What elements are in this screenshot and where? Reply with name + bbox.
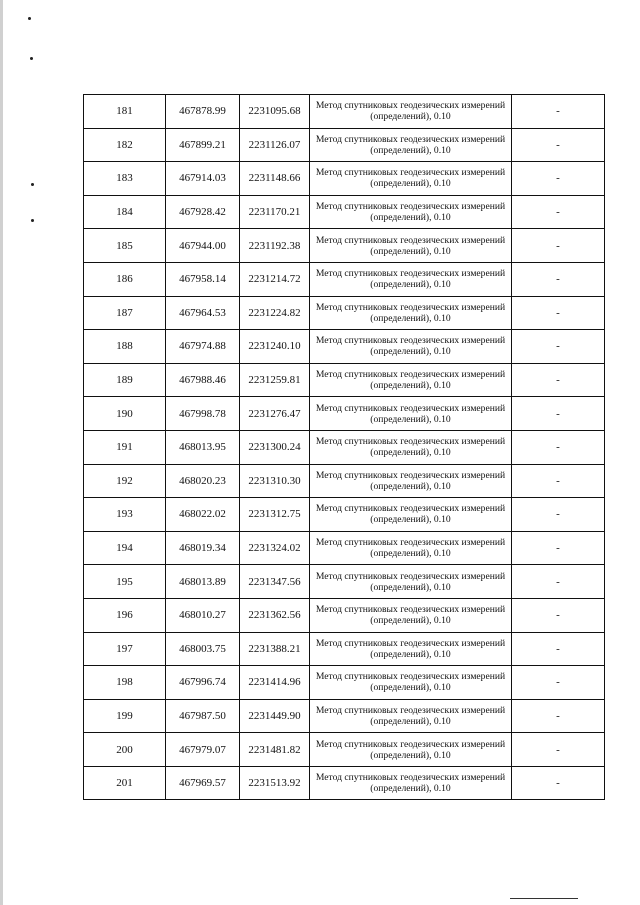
note-cell: - <box>512 598 605 632</box>
y-coordinate-cell: 2231449.90 <box>240 699 310 733</box>
point-number-cell: 187 <box>84 296 166 330</box>
x-coordinate-cell: 467878.99 <box>166 95 240 129</box>
point-number-cell: 188 <box>84 330 166 364</box>
y-coordinate-cell: 2231126.07 <box>240 128 310 162</box>
x-coordinate-cell: 467964.53 <box>166 296 240 330</box>
point-number-cell: 181 <box>84 95 166 129</box>
y-coordinate-cell: 2231513.92 <box>240 766 310 800</box>
method-cell: Метод спутниковых геодезических измерений (определений), 0.10 <box>310 397 512 431</box>
table-row <box>84 733 605 767</box>
scan-left-edge <box>0 0 3 905</box>
table-row <box>84 632 605 666</box>
point-number-cell: 183 <box>84 162 166 196</box>
y-coordinate-cell: 2231148.66 <box>240 162 310 196</box>
x-coordinate-cell: 468019.34 <box>166 531 240 565</box>
x-coordinate-cell: 467928.42 <box>166 195 240 229</box>
x-coordinate-cell: 467958.14 <box>166 262 240 296</box>
point-number-cell: 195 <box>84 565 166 599</box>
table-row <box>84 666 605 700</box>
method-cell: Метод спутниковых геодезических измерений (определений), 0.10 <box>310 128 512 162</box>
method-cell: Метод спутниковых геодезических измерений (определений), 0.10 <box>310 162 512 196</box>
table-row <box>84 363 605 397</box>
note-cell: - <box>512 262 605 296</box>
method-cell: Метод спутниковых геодезических измерений (определений), 0.10 <box>310 766 512 800</box>
x-coordinate-cell: 467987.50 <box>166 699 240 733</box>
table-row <box>84 397 605 431</box>
note-cell: - <box>512 162 605 196</box>
note-cell: - <box>512 464 605 498</box>
x-coordinate-cell: 467914.03 <box>166 162 240 196</box>
table-row <box>84 430 605 464</box>
note-cell: - <box>512 95 605 129</box>
scan-dot <box>31 183 34 186</box>
x-coordinate-cell: 467979.07 <box>166 733 240 767</box>
y-coordinate-cell: 2231347.56 <box>240 565 310 599</box>
coordinates-table <box>83 94 605 800</box>
x-coordinate-cell: 467988.46 <box>166 363 240 397</box>
coordinates-table-body <box>84 95 605 800</box>
bottom-rule <box>510 898 578 899</box>
point-number-cell: 191 <box>84 430 166 464</box>
table-row <box>84 229 605 263</box>
method-cell: Метод спутниковых геодезических измерений (определений), 0.10 <box>310 632 512 666</box>
method-cell: Метод спутниковых геодезических измерений (определений), 0.10 <box>310 262 512 296</box>
note-cell: - <box>512 195 605 229</box>
point-number-cell: 198 <box>84 666 166 700</box>
y-coordinate-cell: 2231312.75 <box>240 498 310 532</box>
point-number-cell: 193 <box>84 498 166 532</box>
point-number-cell: 194 <box>84 531 166 565</box>
point-number-cell: 184 <box>84 195 166 229</box>
note-cell: - <box>512 229 605 263</box>
y-coordinate-cell: 2231192.38 <box>240 229 310 263</box>
x-coordinate-cell: 467998.78 <box>166 397 240 431</box>
table-row <box>84 498 605 532</box>
method-cell: Метод спутниковых геодезических измерений (определений), 0.10 <box>310 430 512 464</box>
x-coordinate-cell: 468010.27 <box>166 598 240 632</box>
table-row <box>84 195 605 229</box>
point-number-cell: 185 <box>84 229 166 263</box>
y-coordinate-cell: 2231259.81 <box>240 363 310 397</box>
method-cell: Метод спутниковых геодезических измерений (определений), 0.10 <box>310 733 512 767</box>
point-number-cell: 189 <box>84 363 166 397</box>
x-coordinate-cell: 468022.02 <box>166 498 240 532</box>
x-coordinate-cell: 468003.75 <box>166 632 240 666</box>
point-number-cell: 200 <box>84 733 166 767</box>
x-coordinate-cell: 468013.95 <box>166 430 240 464</box>
method-cell: Метод спутниковых геодезических измерений (определений), 0.10 <box>310 195 512 229</box>
x-coordinate-cell: 467969.57 <box>166 766 240 800</box>
y-coordinate-cell: 2231300.24 <box>240 430 310 464</box>
table-row <box>84 531 605 565</box>
point-number-cell: 199 <box>84 699 166 733</box>
method-cell: Метод спутниковых геодезических измерений (определений), 0.10 <box>310 464 512 498</box>
note-cell: - <box>512 430 605 464</box>
method-cell: Метод спутниковых геодезических измерений (определений), 0.10 <box>310 363 512 397</box>
method-cell: Метод спутниковых геодезических измерений (определений), 0.10 <box>310 296 512 330</box>
note-cell: - <box>512 531 605 565</box>
table-row <box>84 162 605 196</box>
method-cell: Метод спутниковых геодезических измерений (определений), 0.10 <box>310 330 512 364</box>
point-number-cell: 196 <box>84 598 166 632</box>
x-coordinate-cell: 468020.23 <box>166 464 240 498</box>
y-coordinate-cell: 2231276.47 <box>240 397 310 431</box>
point-number-cell: 186 <box>84 262 166 296</box>
point-number-cell: 201 <box>84 766 166 800</box>
scan-dot <box>28 17 31 20</box>
x-coordinate-cell: 467974.88 <box>166 330 240 364</box>
table-row <box>84 262 605 296</box>
scan-dot <box>30 57 33 60</box>
table-row <box>84 95 605 129</box>
method-cell: Метод спутниковых геодезических измерений (определений), 0.10 <box>310 498 512 532</box>
table-row <box>84 565 605 599</box>
y-coordinate-cell: 2231170.21 <box>240 195 310 229</box>
table-row <box>84 699 605 733</box>
method-cell: Метод спутниковых геодезических измерений (определений), 0.10 <box>310 598 512 632</box>
x-coordinate-cell: 467996.74 <box>166 666 240 700</box>
scan-dot <box>31 219 34 222</box>
point-number-cell: 197 <box>84 632 166 666</box>
method-cell: Метод спутниковых геодезических измерений (определений), 0.10 <box>310 531 512 565</box>
note-cell: - <box>512 330 605 364</box>
table-row <box>84 766 605 800</box>
y-coordinate-cell: 2231388.21 <box>240 632 310 666</box>
x-coordinate-cell: 467944.00 <box>166 229 240 263</box>
point-number-cell: 182 <box>84 128 166 162</box>
y-coordinate-cell: 2231481.82 <box>240 733 310 767</box>
note-cell: - <box>512 397 605 431</box>
note-cell: - <box>512 363 605 397</box>
method-cell: Метод спутниковых геодезических измерений (определений), 0.10 <box>310 95 512 129</box>
point-number-cell: 192 <box>84 464 166 498</box>
y-coordinate-cell: 2231224.82 <box>240 296 310 330</box>
method-cell: Метод спутниковых геодезических измерений (определений), 0.10 <box>310 666 512 700</box>
note-cell: - <box>512 565 605 599</box>
note-cell: - <box>512 766 605 800</box>
table-row <box>84 128 605 162</box>
note-cell: - <box>512 699 605 733</box>
y-coordinate-cell: 2231310.30 <box>240 464 310 498</box>
note-cell: - <box>512 733 605 767</box>
note-cell: - <box>512 666 605 700</box>
table-row <box>84 598 605 632</box>
note-cell: - <box>512 296 605 330</box>
method-cell: Метод спутниковых геодезических измерений (определений), 0.10 <box>310 699 512 733</box>
table-row <box>84 330 605 364</box>
y-coordinate-cell: 2231095.68 <box>240 95 310 129</box>
y-coordinate-cell: 2231240.10 <box>240 330 310 364</box>
point-number-cell: 190 <box>84 397 166 431</box>
y-coordinate-cell: 2231324.02 <box>240 531 310 565</box>
table-row <box>84 464 605 498</box>
y-coordinate-cell: 2231362.56 <box>240 598 310 632</box>
note-cell: - <box>512 128 605 162</box>
method-cell: Метод спутниковых геодезических измерений (определений), 0.10 <box>310 229 512 263</box>
table-row <box>84 296 605 330</box>
x-coordinate-cell: 467899.21 <box>166 128 240 162</box>
note-cell: - <box>512 498 605 532</box>
x-coordinate-cell: 468013.89 <box>166 565 240 599</box>
y-coordinate-cell: 2231414.96 <box>240 666 310 700</box>
y-coordinate-cell: 2231214.72 <box>240 262 310 296</box>
method-cell: Метод спутниковых геодезических измерений (определений), 0.10 <box>310 565 512 599</box>
note-cell: - <box>512 632 605 666</box>
